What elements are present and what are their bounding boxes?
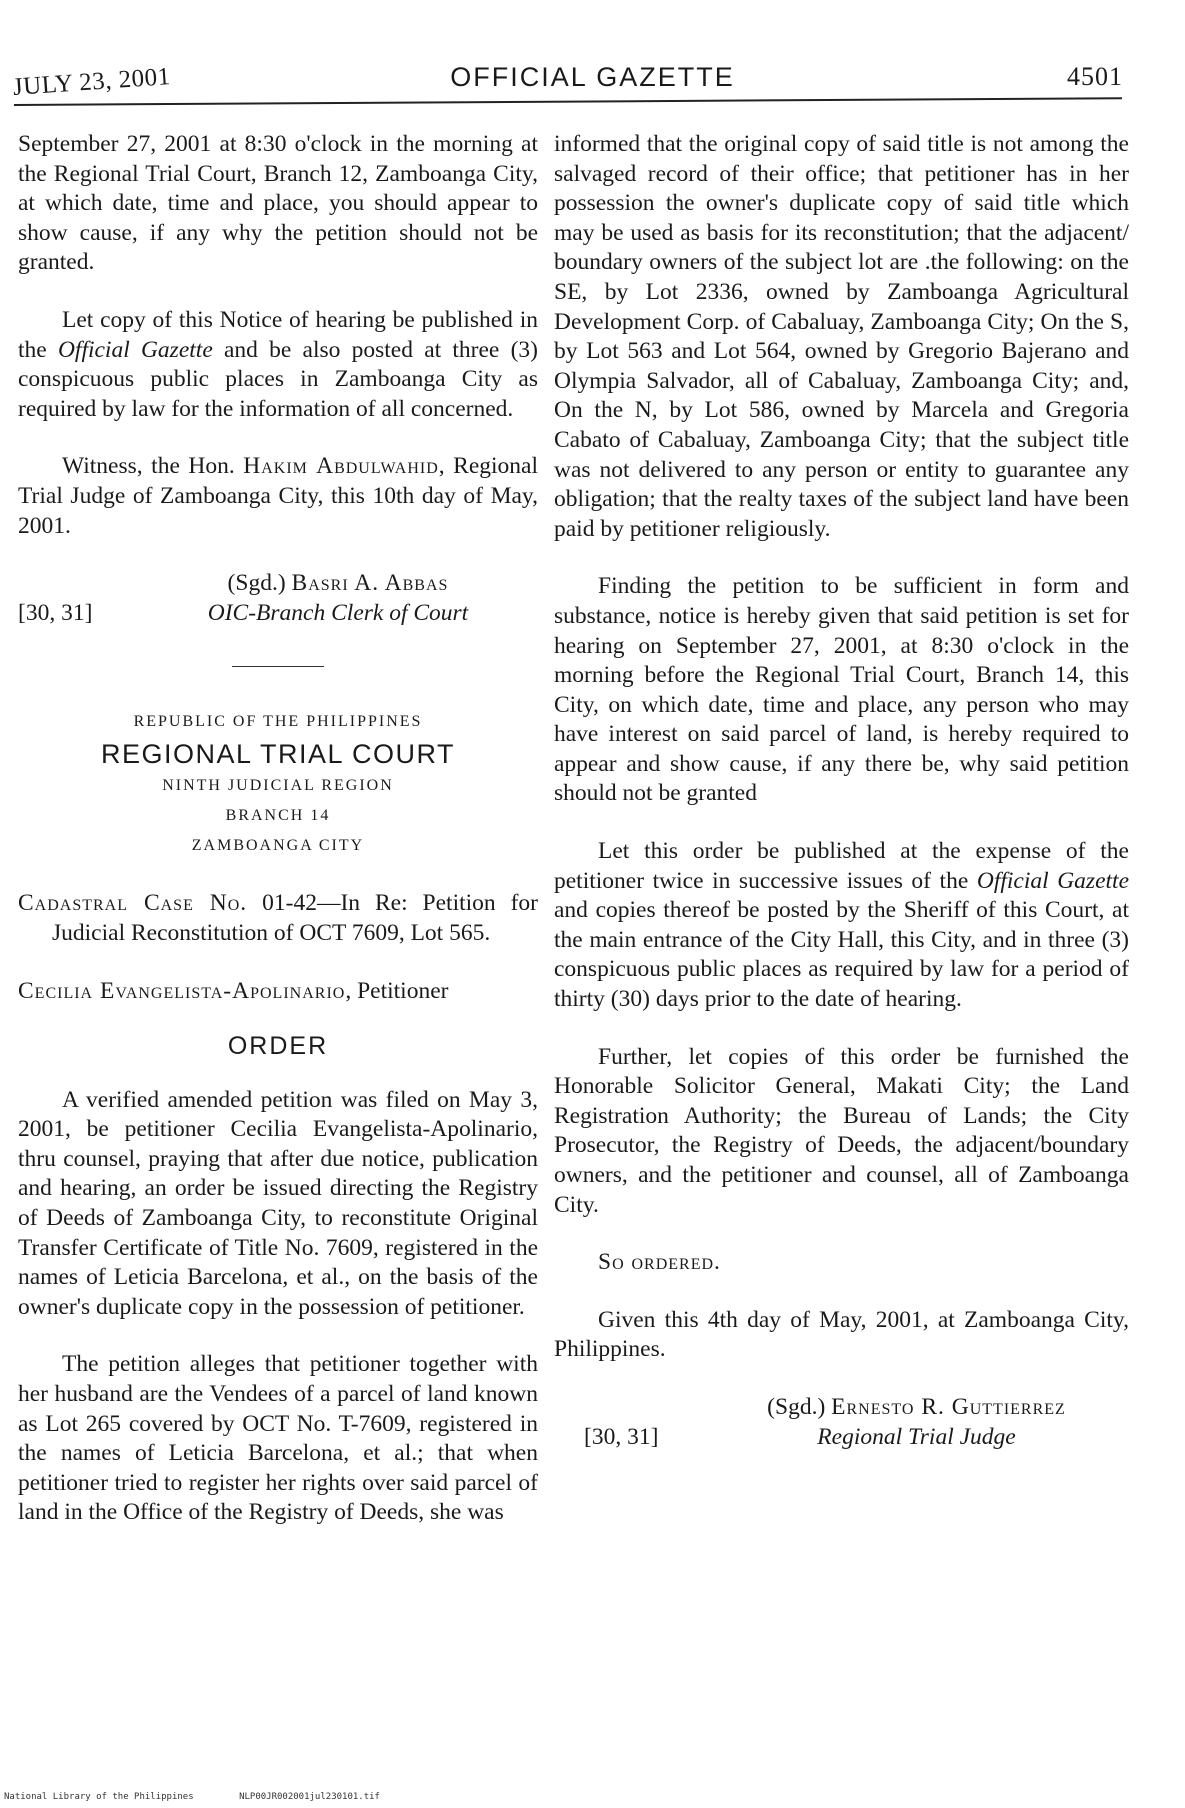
section-separator — [232, 666, 324, 667]
notice-p2-text-a: Let copy of this Notice of hearing be published in the — [18, 306, 538, 363]
clerk-issue-numbers: [30, 31] — [18, 599, 93, 626]
gazette-name-italic-2: Official Gazette — [976, 867, 1129, 894]
clerk-title: OIC-Branch Clerk of Court — [207, 599, 469, 626]
case-caption — [18, 889, 538, 948]
judge-sgd: (Sgd.) — [767, 1393, 832, 1420]
right-column — [554, 130, 1129, 1476]
court-name: REGIONAL TRIAL COURT — [100, 739, 456, 770]
court-region: NINTH JUDICIAL REGION — [162, 777, 394, 795]
witness-paragraph — [18, 452, 538, 541]
footer-file: NLP00JR002001jul230101.tif — [239, 1792, 380, 1802]
signing-judge-name: Ernesto R. Guttierrez — [831, 1393, 1066, 1420]
publication-text-b: and copies thereof be posted by the Sheriff of this Court, at the main entrance of the City Hall, this City, and in three (3) conspicuous public places as required by law for a period of thirty (30) days prior to the date of hearing. — [554, 897, 1129, 1013]
header-page-number: 4501 — [1067, 62, 1123, 91]
footer-library: National Library of the Philippines — [4, 1792, 194, 1802]
header-date: JULY 23, 2001 — [12, 63, 172, 102]
order-paragraph-2: The petition alleges that petitioner together with her husband are the Vendees of a parcel of land known as Lot 265 covered by OCT No. T-7609, registered in the names of Leticia Barcelona, et al.; that when petitioner tried to register her rights over said parcel of land in the Office of the Registry of Deeds, she was — [18, 1351, 538, 1526]
witness-text-b: , Regional Trial Judge of Zamboanga City, this 10th day of May, 2001. — [18, 453, 538, 539]
judge-signature-line — [704, 1393, 1129, 1423]
notice-paragraph-1: September 27, 2001 at 8:30 o'clock in the morning at the Regional Trial Court, Branch 12, Zamboanga City, at which date, time and place, you should appear to show cause, if any why the petition should not be granted. — [18, 131, 538, 276]
header-title: OFFICIAL GAZETTE — [450, 62, 735, 92]
judge-title: Regional Trial Judge — [817, 1423, 1016, 1450]
so-ordered: So ordered. — [598, 1249, 721, 1276]
publication-paragraph — [554, 837, 1129, 1015]
order-paragraph-1: A verified amended petition was filed on May 3, 2001, be petitioner Cecilia Evangelista-Apolinario, thru counsel, praying that after due notice, publication and hearing, an order be issued directing the Registry of Deeds of Zamboanga City, to reconstitute Original Transfer Certificate of Title No. 7609, registered in the names of Leticia Barcelona, et al., on the basis of the owner's duplicate copy in the possession of petitioner. — [18, 1086, 538, 1320]
publication-text-a: Let this order be published at the expense of the petitioner twice in successive issues of the — [554, 838, 1129, 894]
judge-signature — [554, 1393, 1129, 1452]
witness-text-a: Witness, the Hon. — [62, 453, 244, 480]
clerk-name: Basri A. Abbas — [291, 570, 449, 597]
court-branch: BRANCH 14 — [225, 807, 331, 825]
scan-footer — [4, 1792, 420, 1802]
furnish-copies-paragraph: Further, let copies of this order be furnished the Honorable Solicitor General, Makati City; the Land Registration Authority; the Bureau of Lands; the City Prosecutor, the Registry of Deeds, the adjacent/boundary owners, and the petitioner and counsel, all of Zamboanga City. — [554, 1043, 1129, 1218]
clerk-signature-line — [138, 569, 538, 599]
order-paragraph-continued: informed that the original copy of said title is not among the salvaged record of their office; that petitioner has in her possession the owner's duplicate copy of said title which may be used as basis for its reconstitution; that the adjacent/ boundary owners of the subject lot are .the following: on the SE, by Lot 2336, owned by Zamboanga Agricultural Development Corp. of Cabaluay, Zamboanga City; On the S, by Lot 563 and Lot 564, owned by Gregorio Bajerano and Olympia Salvador, all of Cabaluay, Zamboanga City; and, On the N, by Lot 586, owned by Marcela and Gregoria Cabato of Cabaluay, Zamboanga City; that the subject title was not delivered to any person or entity to guarantee any obligation; that the realty taxes of the subject land have been paid by petitioner religiously. — [554, 131, 1129, 542]
notice-paragraph-2 — [18, 306, 538, 424]
given-paragraph: Given this 4th day of May, 2001, at Zamboanga City, Philippines. — [554, 1306, 1129, 1363]
case-label: Cadastral Case No. — [18, 890, 248, 917]
hearing-notice-paragraph: Finding the petition to be sufficient in form and substance, notice is hereby given that said petition is set for hearing on September 27, 2001, at 8:30 o'clock in the morning before the Regional Trial Court, Branch 14, this City, on which date, time and place, any person who may have interest on said parcel of land, is hereby required to appear and show cause, if any there be, why said petition should not be granted — [554, 573, 1129, 807]
petitioner-line — [18, 977, 538, 1007]
notice-p2-text-b: and be also posted at three (3) conspicuous public places in Zamboanga City as required by law for the information of all concerned. — [18, 336, 538, 422]
clerk-sgd: (Sgd.) — [227, 570, 292, 597]
court-city: ZAMBOANGA CITY — [191, 837, 365, 855]
order-heading: ORDER — [227, 1032, 329, 1061]
gazette-name-italic: Official Gazette — [57, 336, 213, 363]
clerk-signature-block — [138, 569, 538, 628]
header-rule — [14, 97, 1122, 106]
judge-name: Hakim Abdulwahid — [243, 453, 439, 480]
court-republic: REPUBLIC OF THE PHILIPPINES — [133, 713, 423, 731]
petitioner-role: , Petitioner — [345, 977, 449, 1004]
court-heading — [18, 707, 538, 861]
case-text: 01-42—In Re: Petition for Judicial Reconstitution of OCT 7609, Lot 565. — [52, 890, 538, 946]
petitioner-name: Cecilia Evangelista-Apolinario — [18, 977, 346, 1004]
judge-issue-numbers: [30, 31] — [584, 1423, 659, 1450]
clerk-signature — [18, 569, 538, 628]
left-column — [18, 130, 538, 1556]
judge-signature-block — [704, 1393, 1129, 1452]
